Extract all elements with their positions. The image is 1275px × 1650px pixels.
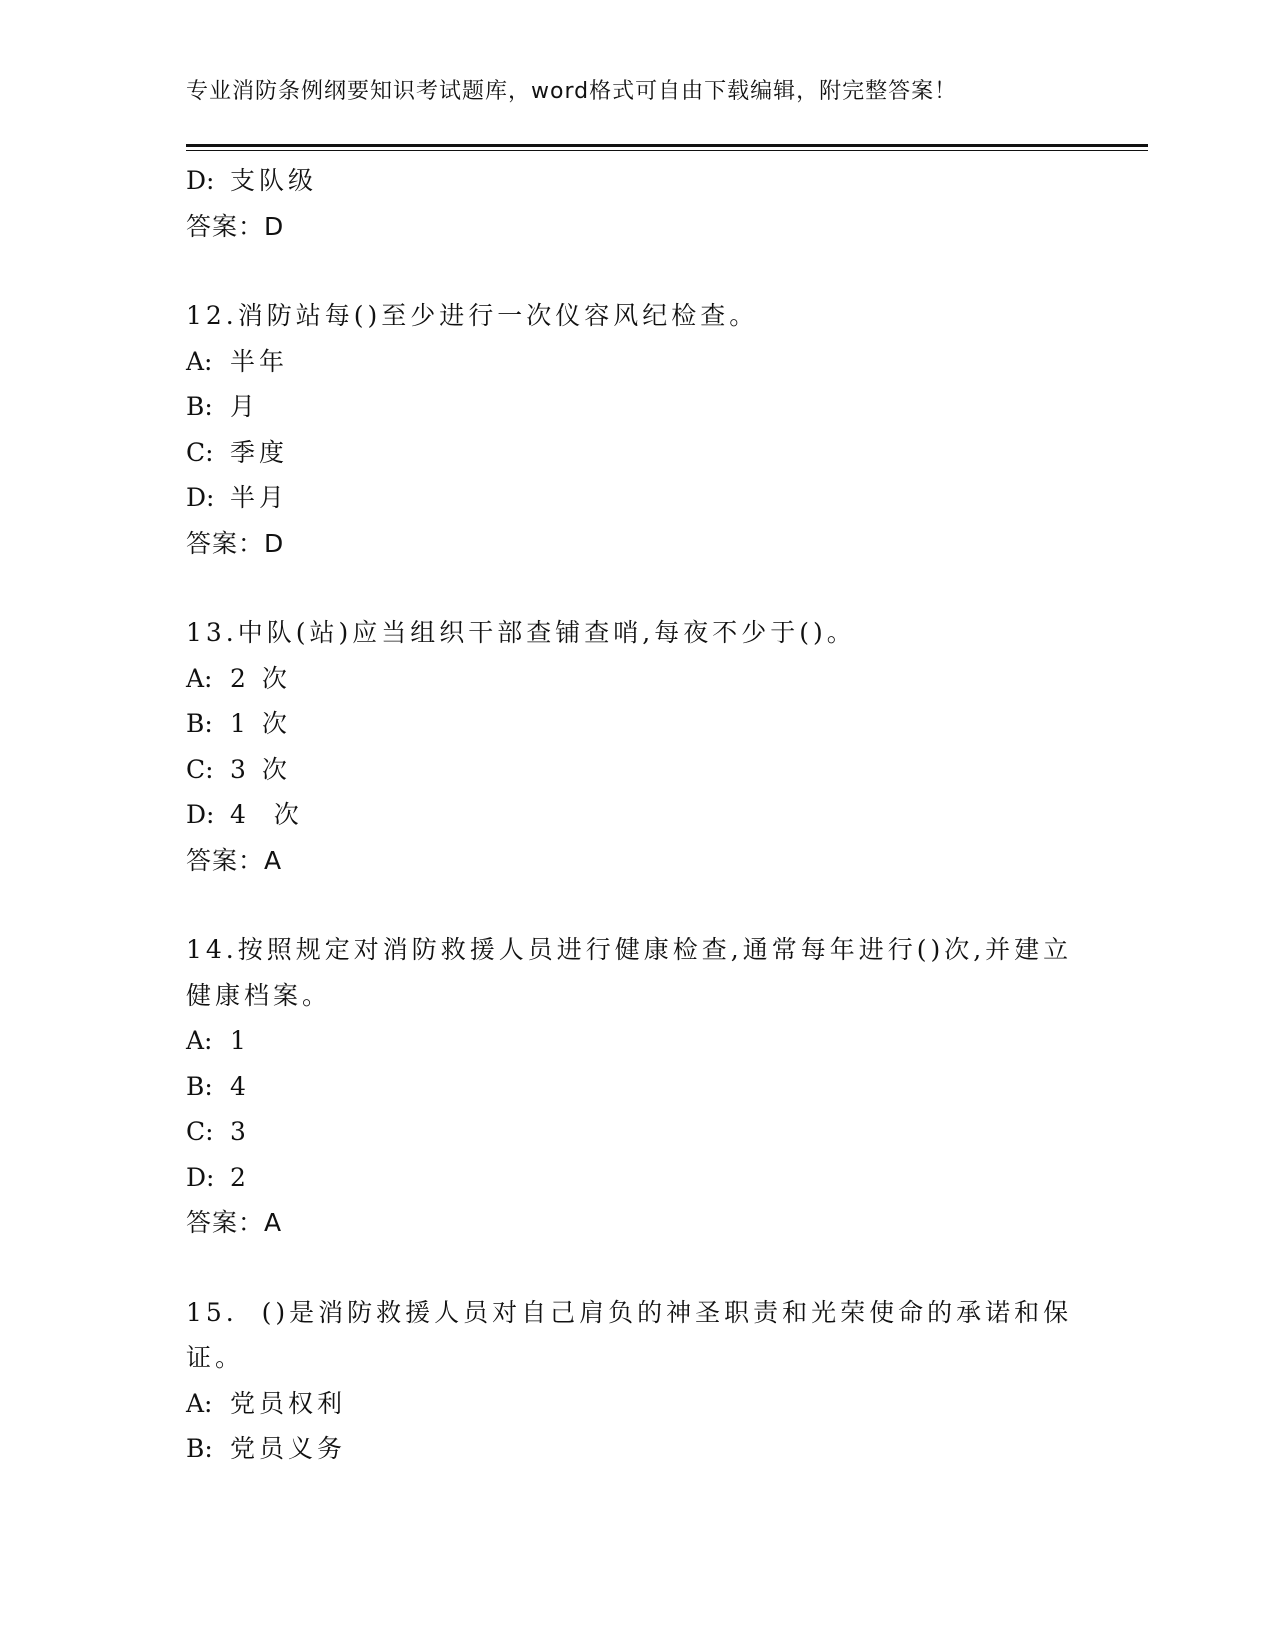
answer: 答案：A: [186, 1208, 283, 1237]
option-c: C: 3 次: [186, 754, 291, 784]
question-stem: 13.中队(站)应当组织干部查铺查哨,每夜不少于()。: [186, 618, 856, 647]
option-d: D: 2: [186, 1162, 250, 1192]
question-12: [186, 293, 1086, 566]
option-b: B: 党员义务: [186, 1434, 347, 1463]
option-a: A: 党员权利: [186, 1388, 347, 1418]
option-a: A: 1: [186, 1026, 250, 1055]
option-b: B: 4: [186, 1071, 250, 1101]
option-d: D: 支队级: [186, 166, 318, 195]
question-list: [186, 158, 1086, 1472]
answer: 答案：A: [186, 845, 283, 875]
option-a: A: 2 次: [186, 663, 291, 693]
option-a: A: 半年: [186, 346, 289, 376]
answer: 答案：D: [186, 528, 285, 558]
question-stem: 12.消防站每()至少进行一次仪容风纪检查。: [186, 301, 759, 330]
option-b: B: 1 次: [186, 709, 291, 738]
question-stem-line-1: 14.按照规定对消防救援人员进行健康检查,通常每年进行()次,并建立: [186, 935, 1073, 964]
question-stem-line-1: 15. ()是消防救援人员对自己肩负的神圣职责和光荣使命的承诺和保: [186, 1297, 1073, 1327]
header-rule-thick: [186, 144, 1148, 147]
question-13: [186, 610, 1086, 883]
option-c: C: 季度: [186, 437, 289, 467]
option-d: D: 半月: [186, 483, 289, 512]
option-c: C: 3: [186, 1117, 250, 1146]
page-header: 专业消防条例纲要知识考试题库，word格式可自由下载编辑，附完整答案！: [186, 79, 958, 104]
question-15: [186, 1290, 1086, 1472]
option-d: D: 4 次: [186, 800, 303, 829]
question-stem-line-2: 证。: [186, 1343, 245, 1372]
header-rule-thin: [186, 150, 1148, 151]
question-stem-line-2: 健康档案。: [186, 980, 332, 1010]
answer: 答案：D: [186, 211, 285, 241]
question-14: [186, 927, 1086, 1246]
option-b: B: 月: [186, 392, 260, 421]
